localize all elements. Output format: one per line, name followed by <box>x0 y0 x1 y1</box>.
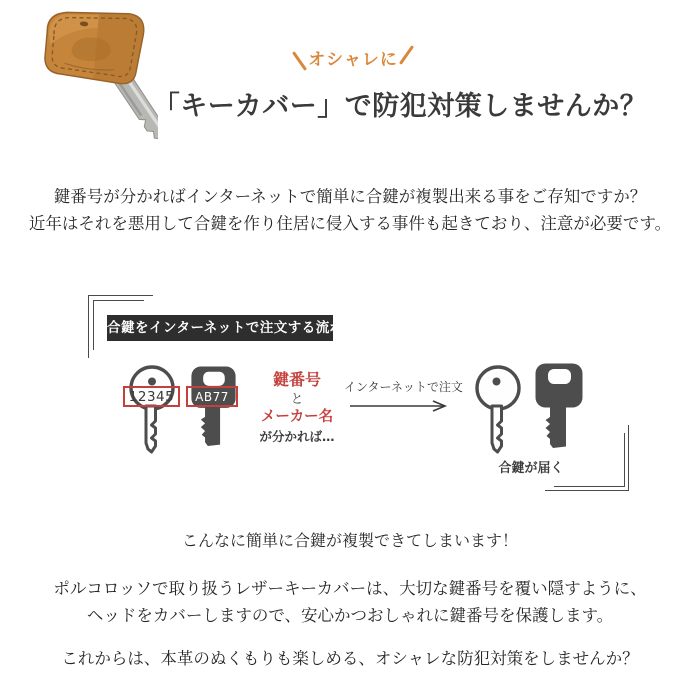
info-maker-name: メーカー名 <box>260 409 334 425</box>
page-title: 「キーカバー」で防犯対策しませんか？ <box>152 91 648 123</box>
diagram-title-banner: 合鍵をインターネットで注文する流れ <box>107 315 333 341</box>
body-line-1: ポルコロッソで取り扱うレザーキーカバーは、大切な鍵番号を覆い隠すように、 <box>53 579 647 598</box>
tagline <box>278 42 428 72</box>
slash-right-decoration <box>399 45 414 65</box>
outline-key-icon <box>122 363 182 455</box>
arrow-right-icon <box>349 400 451 412</box>
intro-line-1: 鍵番号が分かればインターネットで簡単に合鍵が複製出来る事をご存知ですか？ <box>53 187 647 206</box>
key-number-text: 12345 <box>128 388 175 405</box>
requirements-text <box>247 371 347 444</box>
result-label: 合鍵が届く <box>498 461 564 476</box>
tagline-text: オシャレに <box>308 49 398 70</box>
outline-key-copy-icon <box>468 363 528 455</box>
catch-line: こんなに簡単に合鍵が複製できてしまいます！ <box>181 533 518 550</box>
solid-key-copy-icon <box>534 362 584 450</box>
intro-line-2: 近年はそれを悪用して合鍵を作り住居に侵入する事件も起きており、注意が必要です。 <box>28 214 672 233</box>
info-if-known: が分かれば… <box>259 429 335 444</box>
arrow-label: インターネットで注文 <box>344 380 463 394</box>
maker-code-highlight <box>186 386 238 407</box>
body-line-2: ヘッドをカバーしますので、安心かつおしゃれに鍵番号を保護します。 <box>86 606 614 625</box>
key-number-highlight <box>123 386 180 407</box>
maker-code-text: AB77 <box>195 389 229 404</box>
leather-cap <box>43 8 145 85</box>
leather-key-cover-photo <box>36 8 158 153</box>
order-flow-diagram <box>0 285 700 510</box>
order-step <box>344 378 463 416</box>
slash-left-decoration <box>292 51 307 71</box>
info-and: と <box>290 391 304 406</box>
closing-line: これからは、本革のぬくもりも楽しめる、オシャレな防犯対策をしませんか？ <box>61 649 639 668</box>
info-key-number: 鍵番号 <box>272 370 321 389</box>
